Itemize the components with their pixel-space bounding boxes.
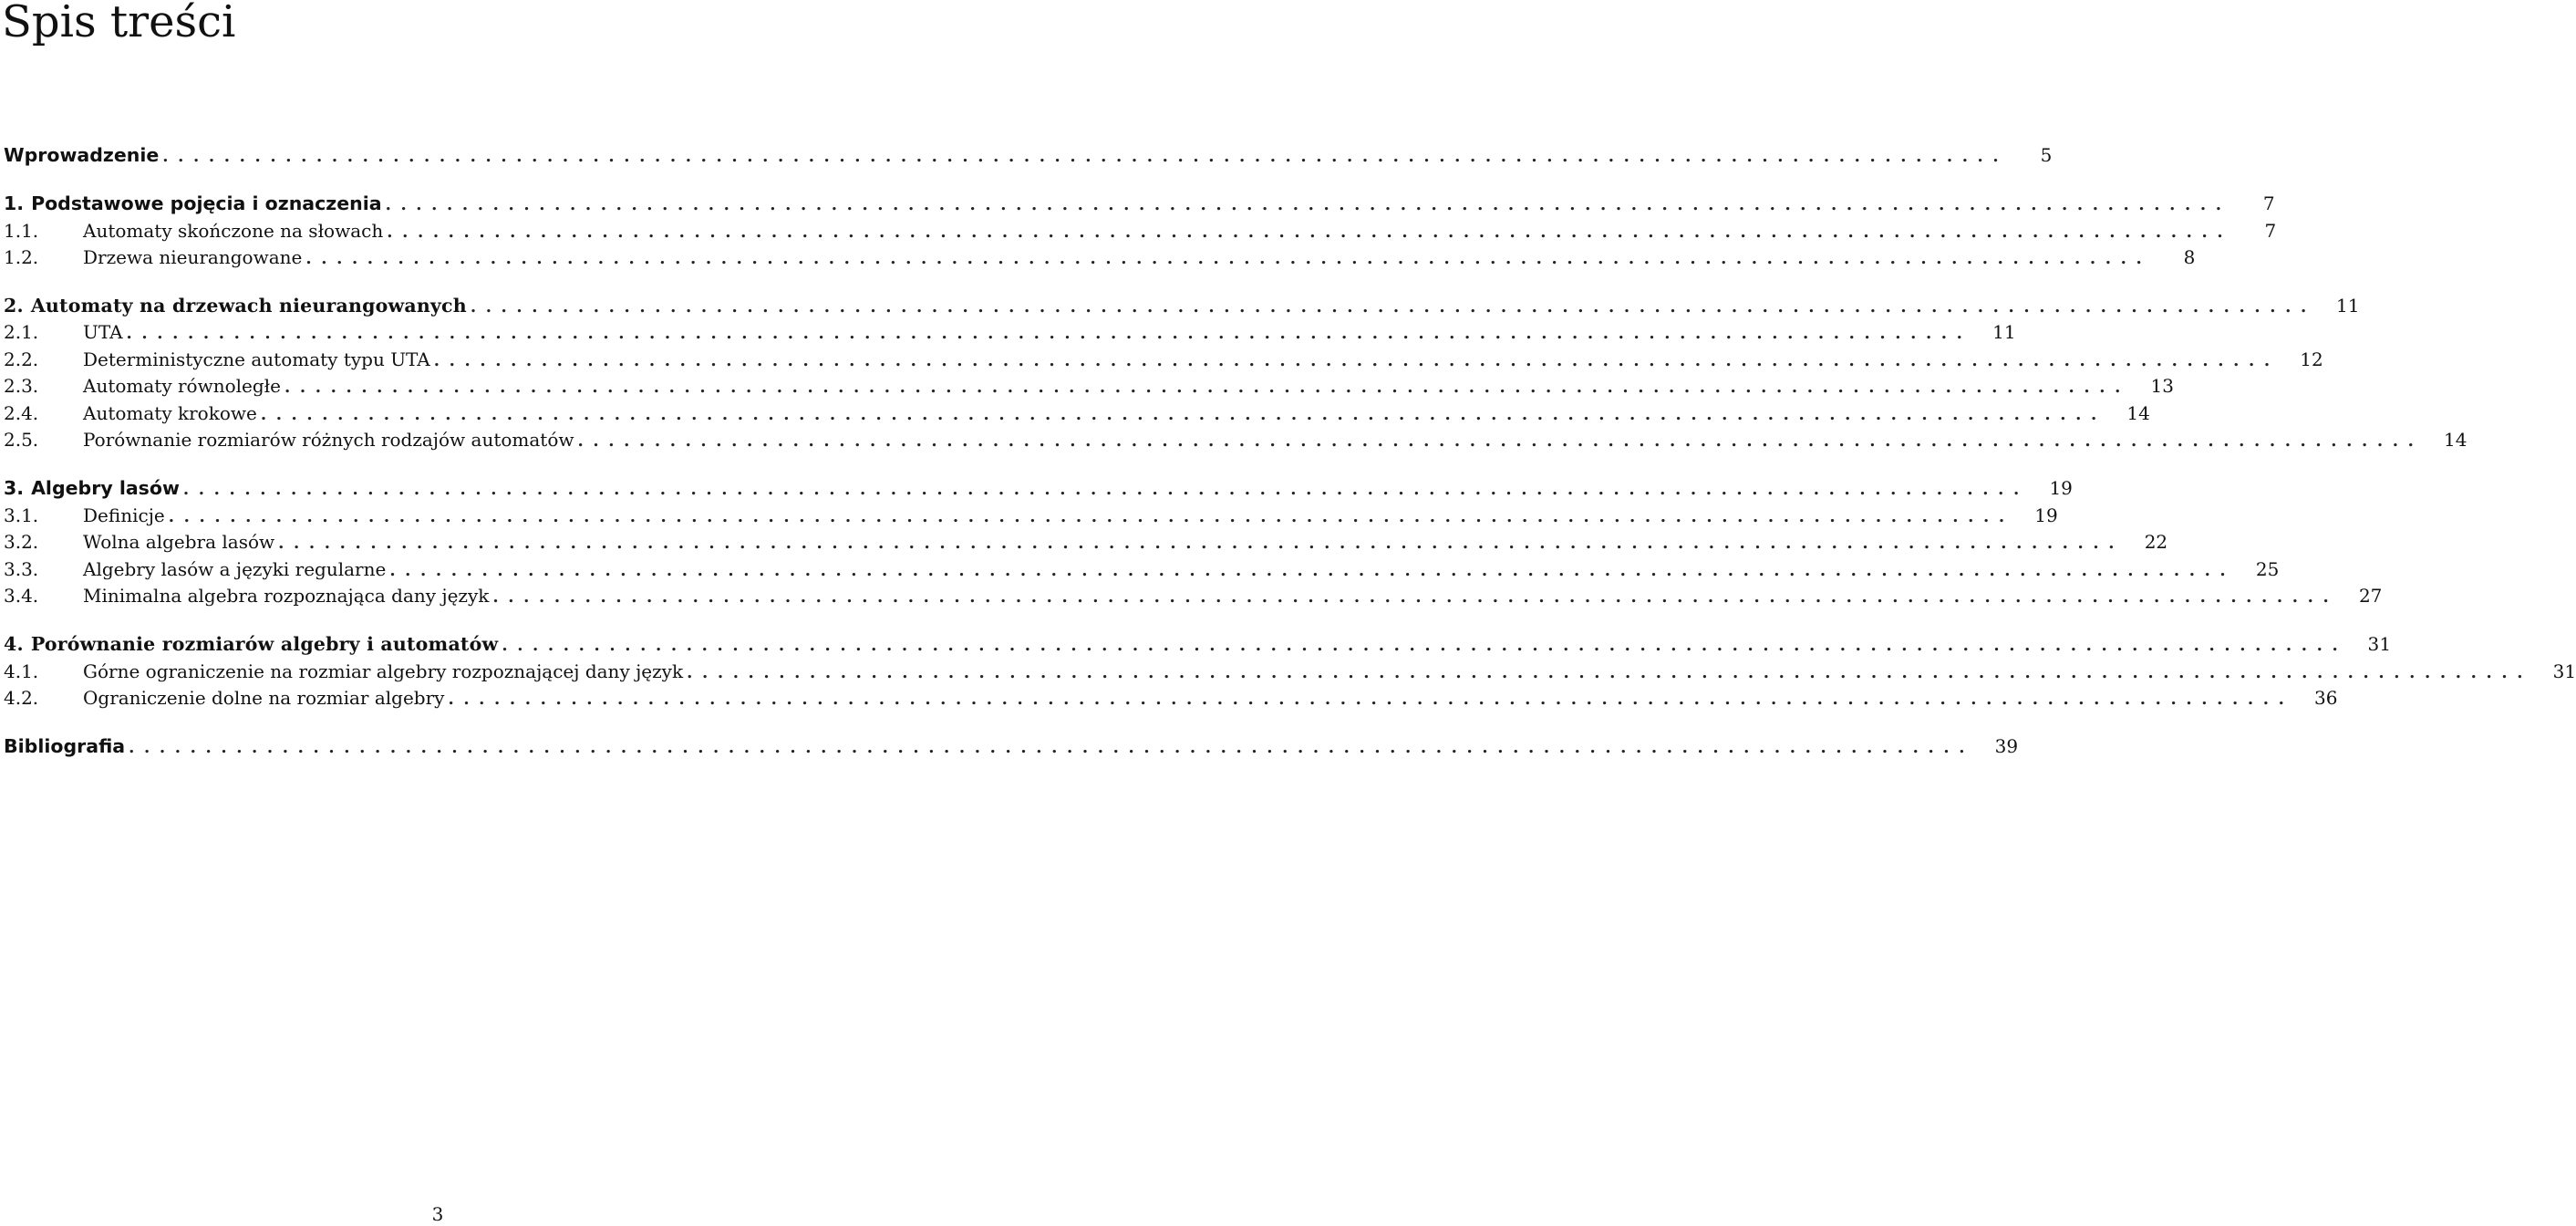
toc-entry-page: 19 (2049, 477, 2073, 499)
dot-leader: ........................................................................................................................ (577, 431, 2424, 451)
toc-entry-number: 3. (4, 477, 25, 499)
toc-entry-label: Algebry lasów (31, 477, 180, 499)
toc-entry-label: Minimalna algebra rozpoznająca dany język (83, 585, 490, 607)
dot-leader: ........................................................................................................................ (448, 690, 2294, 709)
dot-leader: ........................................................................................................................ (162, 147, 2009, 166)
toc-entry-number: 3.1. (4, 504, 39, 526)
toc-entry-label: Automaty skończone na słowach (83, 220, 384, 242)
toc-entry-page: 19 (2034, 504, 2058, 526)
toc-entry-number: 4.2. (4, 687, 39, 709)
toc-entry-chapter-4[interactable] (4, 630, 2392, 658)
toc-entry-wprowadzenie[interactable] (4, 141, 2053, 169)
toc-entry-label: Automaty równoległe (83, 375, 281, 397)
toc-entry-number: 4.1. (4, 660, 39, 682)
toc-entry-section-4-1[interactable] (4, 658, 2576, 685)
dot-leader: ........................................................................................................................ (126, 324, 1972, 343)
toc-entry-label: Porównanie rozmiarów algebry i automatów (30, 633, 499, 655)
toc-entry-label: Algebry lasów a języki regularne (83, 558, 387, 580)
toc-entry-label: Wolna algebra lasów (83, 531, 275, 553)
toc-entry-label: Automaty krokowe (83, 402, 257, 424)
toc-entry-section-1-2[interactable] (4, 244, 2196, 271)
toc-entry-label: Wprowadzenie (4, 144, 160, 166)
toc-entry-number: 2.5. (4, 429, 39, 451)
toc-entry-section-3-2[interactable] (4, 528, 2168, 556)
toc-entry-number: 1.1. (4, 220, 39, 242)
toc-entry-label: Porównanie rozmiarów różnych rodzajów automatów (83, 429, 574, 451)
toc-entry-section-2-4[interactable] (4, 400, 2150, 427)
toc-entry-number: 4. (4, 633, 24, 655)
toc-entry-number: 3.2. (4, 531, 39, 553)
dot-leader: ........................................................................................................................ (305, 249, 2152, 268)
toc-entry-page: 31 (2552, 660, 2576, 682)
toc-entry-chapter-3[interactable] (4, 474, 2073, 502)
page-title: Spis treści (2, 0, 236, 47)
toc-entry-section-2-3[interactable] (4, 372, 2174, 400)
dot-leader: ........................................................................................................................ (260, 405, 2106, 424)
dot-leader: ........................................................................................................................ (182, 480, 2029, 499)
toc-entry-page: 14 (2126, 402, 2150, 424)
toc-entry-page: 14 (2444, 429, 2467, 451)
dot-leader: ........................................................................................................................ (502, 636, 2348, 655)
toc-entry-page: 11 (2335, 295, 2360, 317)
dot-leader: ........................................................................................................................ (129, 738, 1975, 757)
dot-leader: ........................................................................................................................ (389, 561, 2236, 580)
toc-entry-label: UTA (83, 321, 123, 343)
dot-leader: ........................................................................................................................ (470, 297, 2316, 317)
toc-entry-page: 27 (2358, 585, 2383, 607)
toc-entry-label: Podstawowe pojęcia i oznaczenia (31, 192, 382, 214)
toc-entry-number: 3.4. (4, 585, 39, 607)
toc-entry-number: 2.4. (4, 402, 39, 424)
dot-leader: ........................................................................................................................ (284, 378, 2130, 397)
toc-entry-number: 1. (4, 192, 25, 214)
toc-entry-page: 7 (2262, 192, 2275, 214)
toc-entry-label: Bibliografia (4, 735, 126, 757)
toc-entry-chapter-1[interactable] (4, 190, 2275, 217)
dot-leader: ........................................................................................................................ (168, 507, 2014, 526)
toc-entry-page: 25 (2255, 558, 2280, 580)
toc-entry-page: 13 (2150, 375, 2174, 397)
page-number: 3 (431, 1203, 444, 1225)
toc-entry-label: Górne ograniczenie na rozmiar algebry rozpoznającej dany język (83, 660, 684, 682)
toc-entry-section-3-3[interactable] (4, 556, 2280, 583)
toc-entry-page: 36 (2314, 687, 2338, 709)
toc-entry-chapter-2[interactable] (4, 292, 2360, 319)
toc-entry-section-3-1[interactable] (4, 502, 2058, 529)
toc-entry-page: 11 (1992, 321, 2016, 343)
toc-entry-label: Drzewa nieurangowane (83, 246, 303, 268)
toc-entry-label: Deterministyczne automaty typu UTA (83, 348, 430, 370)
toc-entry-label: Ograniczenie dolne na rozmiar algebry (83, 687, 445, 709)
toc-entry-number: 2.1. (4, 321, 39, 343)
dot-leader: ........................................................................................................................ (385, 195, 2231, 214)
toc-entry-section-2-1[interactable] (4, 318, 2016, 346)
dot-leader: ........................................................................................................................ (492, 587, 2339, 607)
toc-entry-section-1-1[interactable] (4, 217, 2277, 244)
dot-leader: ........................................................................................................................ (387, 223, 2233, 242)
toc-entry-section-4-2[interactable] (4, 684, 2338, 712)
toc-entry-bibliografia[interactable] (4, 732, 2019, 760)
toc-entry-section-2-2[interactable] (4, 346, 2323, 373)
toc-entry-page: 31 (2367, 633, 2392, 655)
toc-entry-page: 39 (1994, 735, 2019, 757)
toc-entry-page: 12 (2300, 348, 2323, 370)
toc-entry-number: 2. (4, 295, 24, 317)
toc-entry-page: 7 (2264, 220, 2277, 242)
dot-leader: ........................................................................................................................ (433, 351, 2280, 370)
toc-entry-section-3-4[interactable] (4, 582, 2383, 609)
toc-entry-page: 5 (2040, 144, 2053, 166)
toc-entry-number: 2.2. (4, 348, 39, 370)
toc-entry-number: 2.3. (4, 375, 39, 397)
toc-entry-label: Definicje (83, 504, 165, 526)
toc-entry-number: 1.2. (4, 246, 39, 268)
toc-entry-page: 8 (2183, 246, 2196, 268)
toc-entry-number: 3.3. (4, 558, 39, 580)
toc-entry-label: Automaty na drzewach nieurangowanych (30, 295, 467, 317)
dot-leader: ........................................................................................................................ (687, 663, 2533, 682)
dot-leader: ........................................................................................................................ (278, 534, 2125, 553)
toc-entry-section-2-5[interactable] (4, 426, 2467, 453)
toc-entry-page: 22 (2144, 531, 2168, 553)
